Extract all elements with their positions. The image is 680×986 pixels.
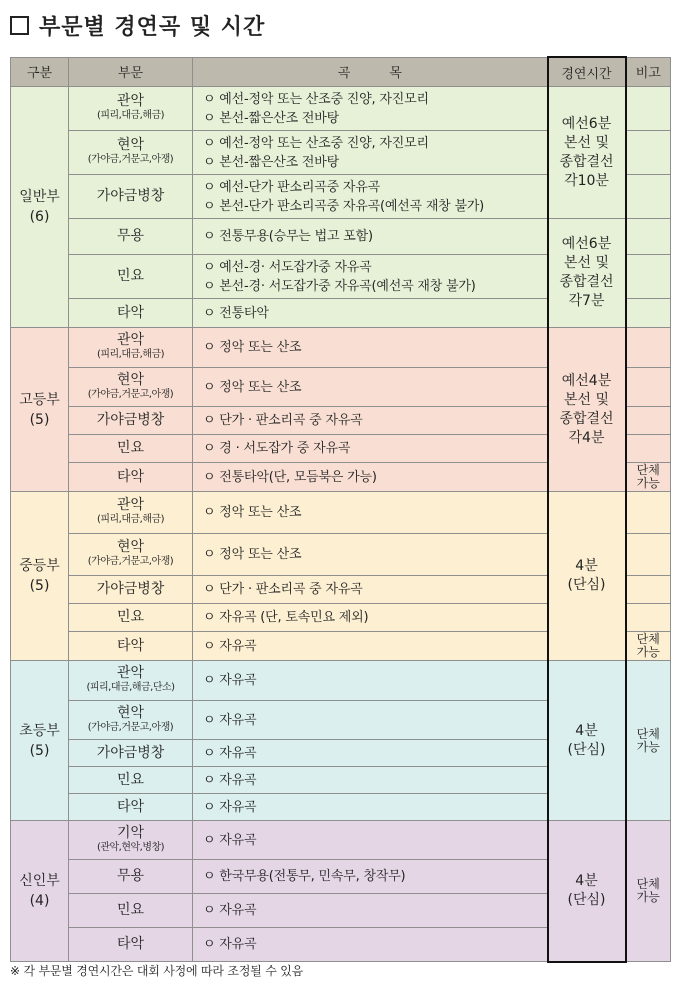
dept-cell: 민요 xyxy=(69,435,193,463)
table-row xyxy=(11,661,671,701)
pieces-cell: ㅇ 한국무용(전통무, 민속무, 창작무) xyxy=(193,860,548,894)
category-elementary: 초등부 (5) xyxy=(11,661,69,821)
note-cell xyxy=(626,435,671,463)
table-row xyxy=(11,492,671,534)
pieces-cell: ㅇ 단가 · 판소리곡 중 자유곡 xyxy=(193,576,548,604)
section-elementary xyxy=(11,661,671,821)
section-middle xyxy=(11,492,671,661)
page-title-text: 부문별 경연곡 및 시간 xyxy=(39,13,266,40)
table-row xyxy=(11,219,671,255)
note-cell xyxy=(626,368,671,407)
time-cell: 예선4분 본선 및 종합결선 각4분 xyxy=(548,328,626,492)
note-cell xyxy=(626,255,671,299)
dept-cell: 관악 (피리,대금,해금,단소) xyxy=(69,661,193,701)
section-newcomer xyxy=(11,821,671,962)
table-header-row xyxy=(11,57,671,87)
pieces-cell: ㅇ 정악 또는 산조 xyxy=(193,492,548,534)
time-cell: 4분 (단심) xyxy=(548,821,626,962)
pieces-cell: ㅇ 경 · 서도잡가 중 자유곡 xyxy=(193,435,548,463)
header-category: 구분 xyxy=(11,57,69,87)
header-pieces: 곡 목 xyxy=(193,57,548,87)
note-cell xyxy=(626,299,671,328)
dept-cell: 관악 (피리,대금,해금) xyxy=(69,492,193,534)
note-cell xyxy=(626,131,671,175)
pieces-cell: ㅇ 자유곡 xyxy=(193,928,548,962)
note-cell: 단체 가능 xyxy=(626,661,671,821)
pieces-cell: ㅇ 자유곡 xyxy=(193,794,548,821)
section-general xyxy=(11,87,671,328)
dept-cell: 타악 xyxy=(69,463,193,492)
table-row xyxy=(11,328,671,368)
note-cell xyxy=(626,328,671,368)
pieces-cell: ㅇ 정악 또는 산조 xyxy=(193,534,548,576)
dept-cell: 가야금병창 xyxy=(69,407,193,435)
time-cell: 예선6분 본선 및 종합결선 각7분 xyxy=(548,219,626,328)
dept-cell: 민요 xyxy=(69,767,193,794)
header-time: 경연시간 xyxy=(548,57,626,87)
competition-table xyxy=(10,56,671,963)
pieces-cell: ㅇ 자유곡 xyxy=(193,632,548,661)
note-cell xyxy=(626,175,671,219)
footnote: ※ 각 부문별 경연시간은 대회 사정에 따라 조정될 수 있음 xyxy=(10,964,304,978)
note-cell xyxy=(626,407,671,435)
section-high xyxy=(11,328,671,492)
pieces-cell: ㅇ 예선-정악 또는 산조중 진양, 자진모리 ㅇ 본선-짧은산조 전바탕 xyxy=(193,131,548,175)
dept-cell: 민요 xyxy=(69,894,193,928)
note-cell: 단체 가능 xyxy=(626,821,671,962)
note-cell xyxy=(626,576,671,604)
note-cell xyxy=(626,219,671,255)
note-cell xyxy=(626,534,671,576)
dept-cell: 관악 (피리,대금,해금) xyxy=(69,87,193,131)
table-row xyxy=(11,87,671,131)
pieces-cell: ㅇ 전통타악 xyxy=(193,299,548,328)
dept-cell: 현악 (가야금,거문고,아쟁) xyxy=(69,131,193,175)
time-cell: 4분 (단심) xyxy=(548,661,626,821)
table-row xyxy=(11,821,671,860)
dept-cell: 현악 (가야금,거문고,아쟁) xyxy=(69,368,193,407)
time-cell: 4분 (단심) xyxy=(548,492,626,661)
pieces-cell: ㅇ 정악 또는 산조 xyxy=(193,368,548,407)
category-general: 일반부 (6) xyxy=(11,87,69,328)
dept-cell: 가야금병창 xyxy=(69,175,193,219)
dept-cell: 무용 xyxy=(69,860,193,894)
checkbox-square-icon xyxy=(10,16,29,35)
page-title xyxy=(10,8,265,42)
pieces-cell: ㅇ 자유곡 xyxy=(193,767,548,794)
pieces-cell: ㅇ 자유곡 xyxy=(193,661,548,701)
time-cell: 예선6분 본선 및 종합결선 각10분 xyxy=(548,87,626,219)
pieces-cell: ㅇ 예선-경· 서도잡가중 자유곡 ㅇ 본선-경· 서도잡가중 자유곡(예선곡 재창 불가) xyxy=(193,255,548,299)
note-cell: 단체 가능 xyxy=(626,632,671,661)
pieces-cell: ㅇ 자유곡 xyxy=(193,821,548,860)
category-middle: 중등부 (5) xyxy=(11,492,69,661)
note-cell xyxy=(626,492,671,534)
dept-cell: 타악 xyxy=(69,299,193,328)
dept-cell: 민요 xyxy=(69,604,193,632)
note-cell xyxy=(626,87,671,131)
category-newcomer: 신인부 (4) xyxy=(11,821,69,962)
dept-cell: 현악 (가야금,거문고,아쟁) xyxy=(69,701,193,740)
dept-cell: 무용 xyxy=(69,219,193,255)
pieces-cell: ㅇ 전통무용(승무는 법고 포함) xyxy=(193,219,548,255)
note-cell xyxy=(626,604,671,632)
pieces-cell: ㅇ 자유곡 xyxy=(193,740,548,767)
header-note: 비고 xyxy=(626,57,671,87)
note-cell: 단체 가능 xyxy=(626,463,671,492)
header-department: 부문 xyxy=(69,57,193,87)
pieces-cell: ㅇ 예선-정악 또는 산조중 진양, 자진모리 ㅇ 본선-짧은산조 전바탕 xyxy=(193,87,548,131)
pieces-cell: ㅇ 단가 · 판소리곡 중 자유곡 xyxy=(193,407,548,435)
pieces-cell: ㅇ 자유곡 xyxy=(193,701,548,740)
dept-cell: 현악 (가야금,거문고,아쟁) xyxy=(69,534,193,576)
dept-cell: 가야금병창 xyxy=(69,740,193,767)
pieces-cell: ㅇ 자유곡 xyxy=(193,894,548,928)
dept-cell: 기악 (관악,현악,병창) xyxy=(69,821,193,860)
dept-cell: 타악 xyxy=(69,928,193,962)
pieces-cell: ㅇ 예선-단가 판소리곡중 자유곡 ㅇ 본선-단가 판소리곡중 자유곡(예선곡 재창 불가) xyxy=(193,175,548,219)
category-high: 고등부 (5) xyxy=(11,328,69,492)
pieces-cell: ㅇ 정악 또는 산조 xyxy=(193,328,548,368)
pieces-cell: ㅇ 자유곡 (단, 토속민요 제외) xyxy=(193,604,548,632)
pieces-cell: ㅇ 전통타악(단, 모듬북은 가능) xyxy=(193,463,548,492)
dept-cell: 관악 (피리,대금,해금) xyxy=(69,328,193,368)
dept-cell: 가야금병창 xyxy=(69,576,193,604)
dept-cell: 타악 xyxy=(69,632,193,661)
dept-cell: 민요 xyxy=(69,255,193,299)
dept-cell: 타악 xyxy=(69,794,193,821)
